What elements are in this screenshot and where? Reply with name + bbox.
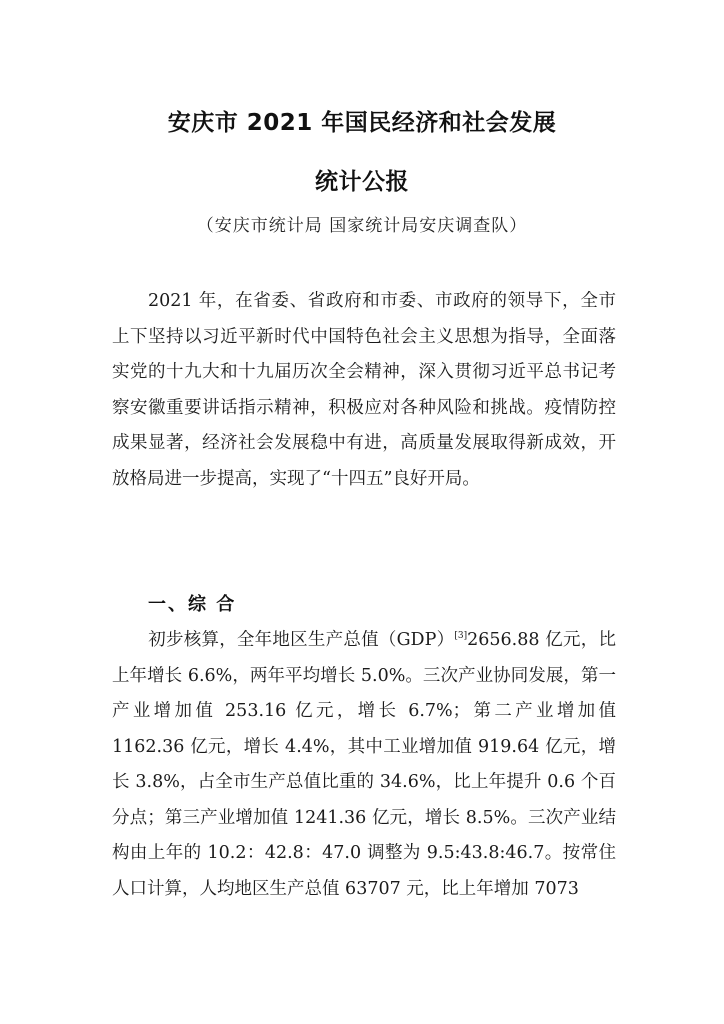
intro-paragraph (112, 284, 616, 497)
intro-text: 2021 年，在省委、省政府和市委、市政府的领导下，全市上下坚持以习近平新时代中国特色社会主义思想为指导，全面落实党的十九大和十九届历次全会精神，深入贯彻习近平总书记考察安徽重要讲话指示精神，积极应对各种风险和挑战。疫情防控成果显著，经济社会发展稳中有进，高质量发展取得新成效，开放格局进一步提高，实现了“十四五”良好开局。 (112, 291, 616, 489)
section1-paragraph (112, 623, 616, 907)
document-title: 安庆市 2021 年国民经济和社会发展 (167, 110, 557, 136)
section1-text-start: 初步核算，全年地区生产总值（GDP） (148, 630, 455, 650)
section1-text-rest: 2656.88 亿元，比上年增长 6.6%，两年平均增长 5.0%。三次产业协同发展，第一产业增加值 253.16 亿元，增长 6.7%；第二产业增加值 1162.36 亿元，增长 4.4%，其中工业增加值 919.64 亿元，增长 3.8%，占全市生产总值比重的 34.6%，比上年提升 0.6 个百分点；第三产业增加值 1241.36 亿元，增长 8.5%。三次产业结构由上年的 10.2：42.8：47.0 调整为 9.5:43.8:46.7。按常住人口计算，人均地区生产总值 63707 元，比上年增加 7073 (112, 630, 616, 899)
document-title-line2: 统计公报 (315, 169, 409, 195)
section-heading-overview: 一、综 合 (148, 594, 237, 615)
document-subtitle: （安庆市统计局 国家统计局安庆调查队） (196, 216, 528, 236)
footnote-marker[interactable]: [3] (454, 631, 468, 642)
